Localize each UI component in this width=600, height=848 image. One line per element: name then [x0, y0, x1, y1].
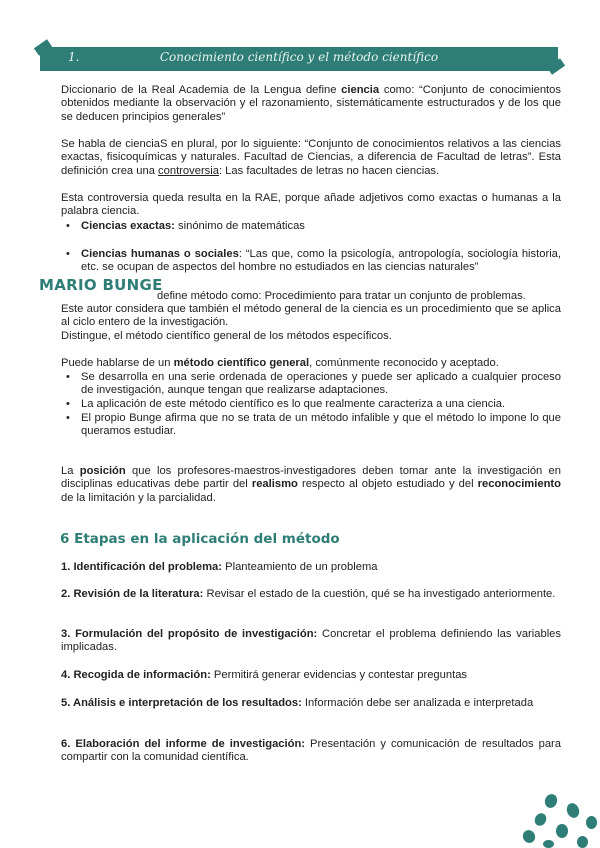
author-name: MARIO BUNGE [39, 276, 163, 294]
plural-definition: Se habla de cienciaS en plural, por lo siguiente: “Conjunto de conocimientos relativos a las ciencias exactas, fisicoquímicas y naturales. Facultad de Ciencias, a diferencia de Facultad de letras”. Esta definición crea una controversia: Las facultades de letras no hacen ciencias. [61, 138, 561, 177]
dot-shape [586, 816, 597, 829]
dot-shape [556, 824, 568, 838]
list-item: Ciencias exactas: sinónimo de matemáticas [81, 220, 305, 232]
section-number: 1. [68, 50, 80, 64]
general-method-intro: Puede hablarse de un método científico general, comúnmente reconocido y aceptado. [61, 357, 499, 369]
bunge-distinguish: Distingue, el método científico general de los métodos específicos. [61, 330, 392, 342]
stage-item: 6. Elaboración del informe de investigación: Presentación y comunicación de resultados para compartir con la comunidad científica. [61, 738, 561, 764]
dot-shape [543, 792, 559, 809]
position-paragraph: La posición que los profesores-maestros-investigadores deben tomar ante la investigación en disciplinas educativas debe partir del realismo respecto al objeto estudiado y del reconocimiento de la limitación y la parcialidad. [61, 465, 561, 504]
bullet-dot: • [66, 412, 70, 424]
header-banner [40, 47, 558, 71]
dot-shape [577, 836, 588, 848]
dot-shape [543, 840, 554, 848]
stage-item: 4. Recogida de información: Permitirá generar evidencias y contestar preguntas [61, 669, 468, 681]
dot-shape [565, 801, 581, 819]
section-heading: 6 Etapas en la aplicación del método [60, 531, 340, 547]
bunge-extra: Este autor considera que también el método general de la ciencia es un procedimiento que se aplica al ciclo entero de la investigación. [61, 303, 561, 329]
rae-definition: Diccionario de la Real Academia de la Lengua define ciencia como: “Conjunto de conocimientos obtenidos mediante la observación y el razonamiento, sistemáticamente estructurados y de los que se deducen principios generales” [61, 84, 561, 123]
stage-item: 1. Identificación del problema: Planteamiento de un problema [61, 561, 378, 573]
bullet-dot: • [66, 398, 70, 410]
bullet-dot: • [66, 371, 70, 383]
stage-item: 5. Análisis e interpretación de los resultados: Información debe ser analizada e interpretada [61, 697, 534, 709]
stage-item: 3. Formulación del propósito de investigación: Concretar el problema definiendo las variables implicadas. [61, 628, 561, 654]
list-item: El propio Bunge afirma que no se trata de un método infalible y que el método lo impone lo que queramos estudiar. [81, 412, 561, 438]
bullet-dot: • [66, 220, 70, 232]
dot-shape [532, 811, 548, 828]
controversy-paragraph: Esta controversia queda resulta en la RAE, porque añade adjetivos como exactas o humanas a la palabra ciencia. [61, 192, 561, 218]
dot-shape [521, 828, 538, 845]
list-item: Se desarrolla en una serie ordenada de operaciones y puede ser aplicado a cualquier proceso de investigación, aunque tengan que realizarse adaptaciones. [81, 371, 561, 397]
stage-item: 2. Revisión de la literatura: Revisar el estado de la cuestión, qué se ha investigado anteriormente. [61, 588, 556, 600]
bullet-dot: • [66, 248, 70, 260]
list-item: La aplicación de este método científico es lo que realmente caracteriza a una ciencia. [81, 398, 506, 410]
list-item: Ciencias humanas o sociales: “Las que, como la psicología, antropología, sociología historia, etc. se ocupan de aspectos del hombre no estudiados en las ciencias naturales” [81, 248, 562, 274]
bunge-definition: define método como: Procedimiento para tratar un conjunto de problemas. [157, 290, 526, 302]
page-title: Conocimiento científico y el método científico [159, 50, 439, 64]
